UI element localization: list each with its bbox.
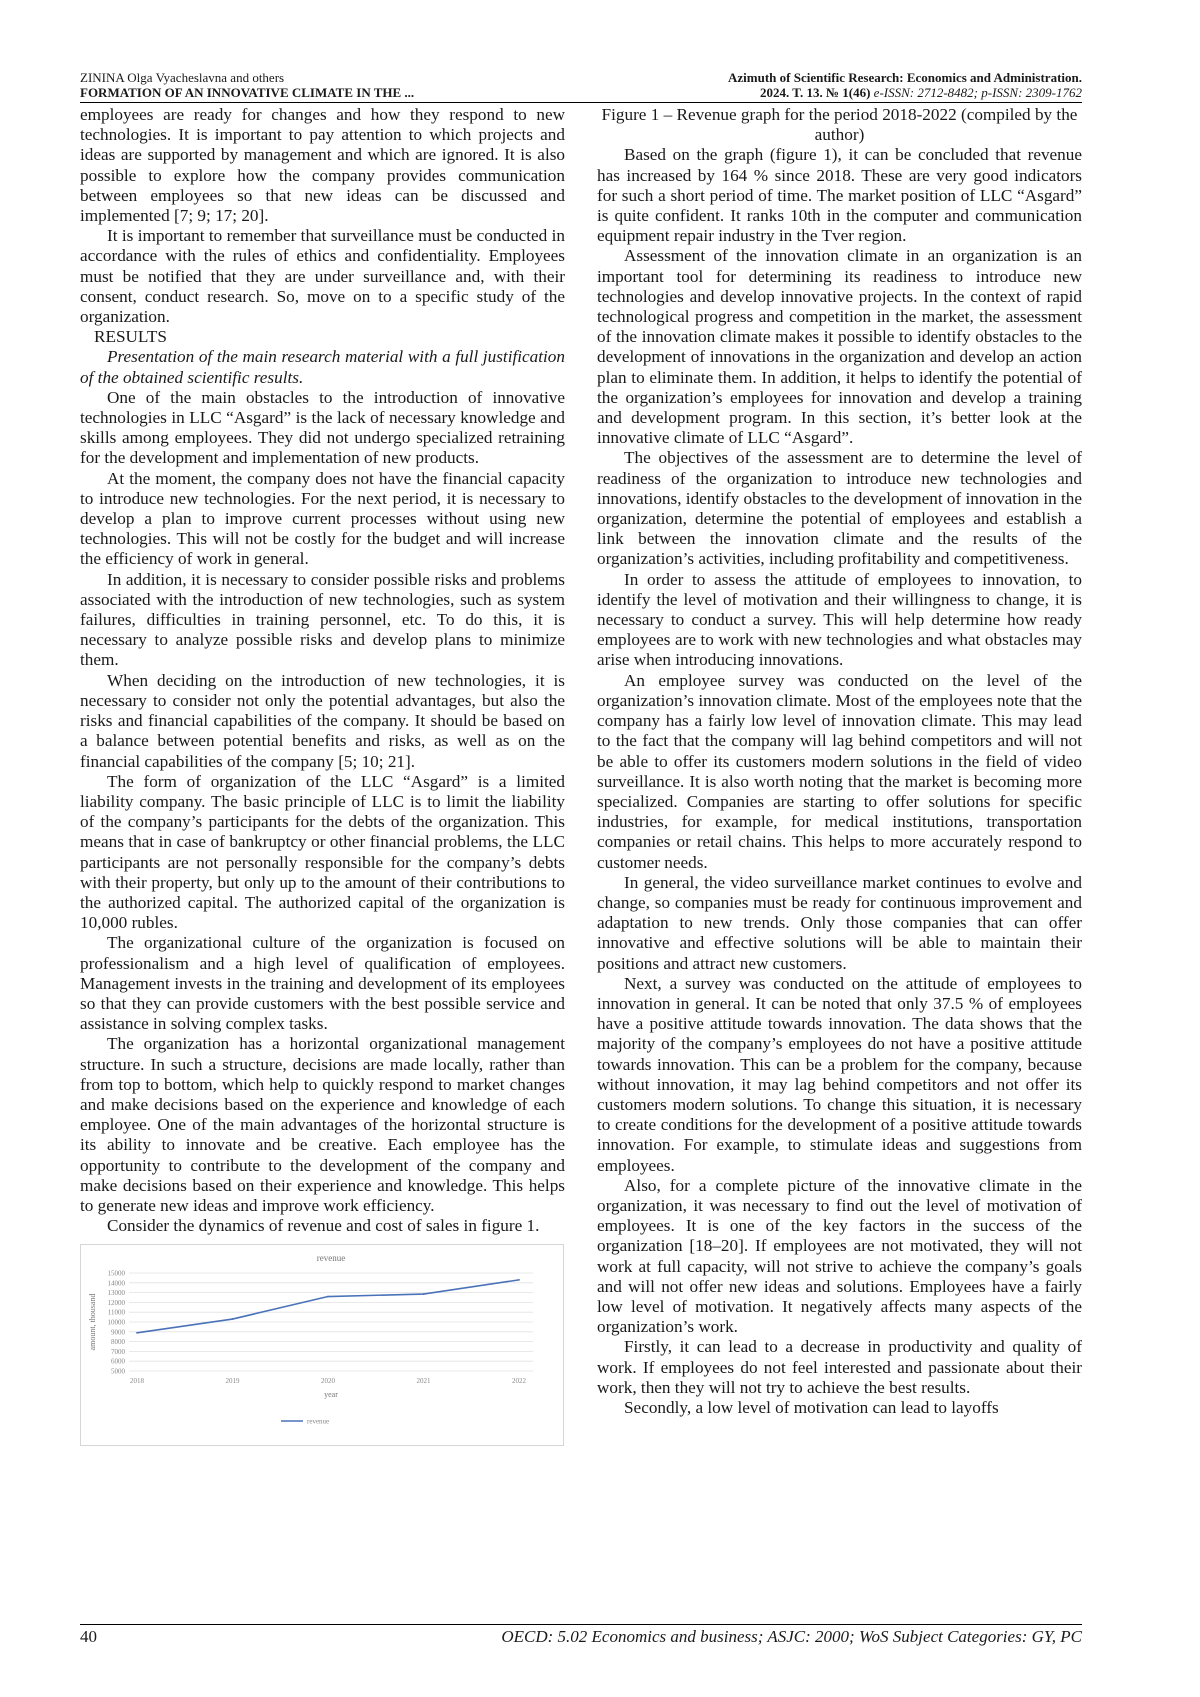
paragraph: At the moment, the company does not have the financial capacity to introduce new technologies. For the next period, it is necessary to develop a plan to improve current processes without using new technologies. This will not be costly for the budget and will increase the efficiency of work in general. (80, 468, 565, 569)
issn: e-ISSN: 2712-8482; p-ISSN: 2309-1762 (873, 85, 1082, 100)
paragraph: It is important to remember that surveillance must be conducted in accordance with the rules of ethics and confidentiality. Employees must be notified that they are under surveillance and, with their consent, conduct research. So, move on to a specific study of the organization. (80, 226, 565, 327)
section-subtitle: Presentation of the main research material with a full justification of the obtained scientific results. (80, 347, 565, 387)
x-tick-label: 2022 (512, 1377, 526, 1386)
paragraph: Assessment of the innovation climate in an organization is an important tool for determining its readiness to introduce new technologies and develop innovative projects. In the context of rapid technological progress and competition in the market, the assessment of the innovation climate makes it possible to identify obstacles to the development of innovations in the organization and develop an action plan to eliminate them. In addition, it helps to identify the potential of the organization’s employees for innovation and develop a training and development program. In this section, it’s better look at the innovative climate of LLC “Asgard”. (597, 246, 1082, 448)
revenue-line-chart (81, 1245, 563, 1445)
data-point (518, 1279, 520, 1281)
paragraph: Secondly, a low level of motivation can lead to layoffs (624, 1398, 999, 1417)
data-point (232, 1319, 234, 1321)
paragraph: The form of organization of the LLC “Asgard” is a limited liability company. The basic principle of LLC is to limit the liability of the company’s participants for the debts of the organization. This means that in case of bankruptcy or other financial problems, the LLC participants are not personally responsible for the company’s debts with their property, but only up to the amount of their contributions to the authorized capital. The authorized capital of the organization is 10,000 rubles. (80, 771, 565, 933)
y-tick-label: 15000 (107, 1269, 125, 1278)
x-tick-label: 2018 (130, 1377, 144, 1386)
page-footer (80, 1627, 1082, 1647)
running-head-left (80, 70, 414, 100)
paragraph: The objectives of the assessment are to determine the level of readiness of the organization to introduce new technologies and innovations, identify obstacles to the development of innovation in the organization, determine the potential of employees and establish a link between the innovation climate and the results of the organization’s activities, including profitability and competitiveness. (597, 448, 1082, 569)
right-column (597, 105, 1082, 1446)
paragraph: employees are ready for changes and how they respond to new technologies. It is important to pay attention to which projects and ideas are supported by management and which are ignored. It is also possible to explore how the company provides communication between employees so that new ideas can be discussed and implemented [7; 9; 17; 20]. (80, 105, 565, 226)
x-tick-label: 2019 (225, 1377, 240, 1386)
data-point (327, 1296, 329, 1298)
journal-page (80, 70, 1082, 1446)
y-tick-label: 9000 (111, 1328, 125, 1337)
paragraph: The organizational culture of the organization is focused on professionalism and a high level of qualification of employees. Management invests in the training and development of its employees so that they can provide customers with the best possible service and assistance in solving complex tasks. (80, 933, 565, 1034)
paragraph: In general, the video surveillance market continues to evolve and change, so companies must be ready for continuous improvement and adaptation to new trends. Only those companies that can offer innovative and effective solutions will be able to maintain their positions and attract new customers. (597, 872, 1082, 973)
paragraph: When deciding on the introduction of new technologies, it is necessary to consider not only the potential advantages, but also the risks and financial capabilities of the company. It should be based on a balance between potential benefits and risks, as well as on the financial capabilities of the company [5; 10; 21]. (80, 670, 565, 771)
y-tick-label: 10000 (107, 1318, 125, 1327)
paragraph: An employee survey was conducted on the level of the organization’s innovation climate. Most of the employees note that the company has a fairly low level of innovation climate. This may lead to the fact that the company will lag behind competitors and will not be able to offer its customers modern solutions in the field of video surveillance. It is also worth noting that the market is becoming more specialized. Companies are starting to offer solutions for specific industries, for example, for medical institutions, transportation companies or retail chains. This helps to more accurately respond to customer needs. (597, 670, 1082, 872)
paragraph: In order to assess the attitude of employees to innovation, to identify the level of motivation and their willingness to change, it is necessary to conduct a survey. This will help determine how ready employees are to work with new technologies and what obstacles may arise when introducing innovations. (597, 569, 1082, 670)
paragraph: Based on the graph (figure 1), it can be concluded that revenue has increased by 164 % since 2018. These are very good indicators for such a short period of time. The market position of LLC “Asgard” is quite confident. It ranks 10th in the computer and communication equipment repair industry in the Tver region. (597, 145, 1082, 246)
y-tick-label: 13000 (107, 1289, 125, 1298)
journal-classification: OECD: 5.02 Economics and business; ASJC: 2000; WoS Subject Categories: GY, PC (501, 1627, 1082, 1646)
issue-number: 2024. T. 13. № 1(46) (759, 85, 871, 100)
article-title-line: FORMATION OF AN INNOVATIVE CLIMATE IN THE ... (80, 85, 415, 100)
section-heading-results: RESULTS (94, 327, 167, 347)
paragraph: Consider the dynamics of revenue and cost of sales in figure 1. (107, 1216, 540, 1236)
y-tick-label: 6000 (111, 1358, 125, 1367)
x-tick-label: 2020 (321, 1377, 335, 1386)
chart-title: revenue (316, 1253, 346, 1264)
paragraph: Next, a survey was conducted on the attitude of employees to innovation in general. It can be noted that only 37.5 % of employees have a positive attitude towards innovation. The data shows that the majority of the company’s employees do not have a positive attitude towards innovation. This can be a problem for the company, because without innovation, it may lag behind competitors and not offer its customers modern solutions. To change this situation, it is necessary to create conditions for the development of a positive attitude towards innovation. For example, to stimulate ideas and suggestions from employees. (597, 973, 1082, 1175)
figure-1-chart (80, 1244, 564, 1446)
left-column (80, 105, 565, 1446)
author-line: ZININA Olga Vyacheslavna and others (80, 70, 285, 85)
running-head (80, 70, 1082, 100)
paragraph: In addition, it is necessary to consider possible risks and problems associated with the introduction of new technologies, such as system failures, difficulties in training personnel, etc. To do this, it is necessary to analyze possible risks and develop plans to minimize them. (80, 569, 565, 670)
paragraph: Also, for a complete picture of the innovative climate in the organization, it was necessary to find out the level of motivation of employees. It is one of the key factors in the success of the organization [18–20]. If employees are not motivated, they will not work at full capacity, will not strive to achieve the company’s goals and will not offer new ideas and solutions. Employees have a fairly low level of motivation. It negatively affects many aspects of the organization’s work. (597, 1175, 1082, 1337)
y-tick-label: 14000 (107, 1279, 125, 1288)
legend-label: revenue (307, 1417, 330, 1426)
x-axis-label: year (324, 1390, 338, 1400)
y-tick-label: 7000 (111, 1348, 125, 1357)
running-head-right (728, 70, 1082, 100)
page-number: 40 (80, 1627, 97, 1646)
footer-rule (80, 1624, 1082, 1625)
y-axis-label: amount, thousand (88, 1293, 97, 1351)
issue-line (728, 85, 1082, 100)
journal-name: Azimuth of Scientific Research: Economics and Administration. (728, 70, 1082, 85)
paragraph: One of the main obstacles to the introduction of innovative technologies in LLC “Asgard” is the lack of necessary knowledge and skills among employees. They did not undergo specialized retraining for the development and implementation of new products. (80, 387, 565, 468)
y-tick-label: 8000 (111, 1338, 125, 1347)
paragraph: The organization has a horizontal organizational management structure. In such a structure, decisions are made locally, rather than from top to bottom, which help to quickly respond to market changes and make decisions based on the experience and knowledge of each employee. One of the main advantages of the horizontal structure is its ability to innovate and be creative. Each employee has the opportunity to contribute to the development of the company and make decisions based on their experience and knowledge. This helps to generate new ideas and improve work efficiency. (80, 1034, 565, 1215)
data-point (136, 1332, 138, 1334)
y-tick-label: 12000 (107, 1299, 125, 1308)
y-tick-label: 5000 (111, 1367, 125, 1376)
x-tick-label: 2021 (416, 1377, 431, 1386)
series-line-revenue (137, 1280, 519, 1333)
header-rule (80, 102, 1082, 103)
data-point (423, 1294, 425, 1296)
body-columns (80, 105, 1082, 1446)
paragraph: Firstly, it can lead to a decrease in productivity and quality of work. If employees do not feel interested and passionate about their work, then they will not try to achieve the best results. (597, 1337, 1082, 1397)
figure-caption: Figure 1 – Revenue graph for the period 2018-2022 (compiled by the author) (601, 105, 1078, 145)
y-tick-label: 11000 (107, 1309, 125, 1318)
